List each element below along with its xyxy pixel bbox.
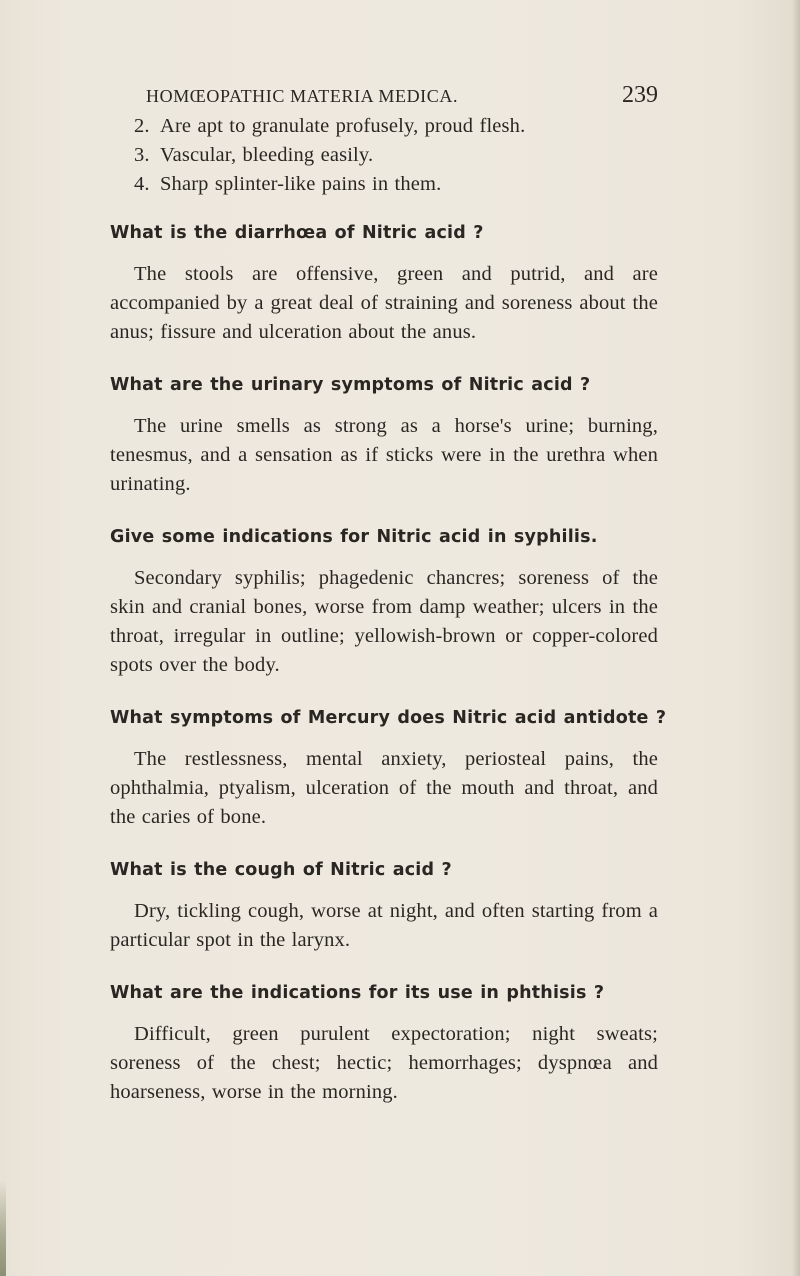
list-number: 2.: [134, 115, 150, 137]
question-diarrhoea: What is the diarrhœa of Nitric acid ?: [110, 223, 484, 243]
question-phthisis: What are the indications for its use in phthisis ?: [110, 983, 605, 1003]
list-text: Sharp splinter-like pains in them.: [160, 173, 442, 195]
answer-cough: Dry, tickling cough, worse at night, and often starting from a particular spot in the larynx.: [110, 900, 658, 951]
answer-mercury-antidote: The restlessness, mental anxiety, periosteal pains, the ophthalmia, ptyalism, ulceration of the mouth and throat, and the caries of bone.: [110, 748, 658, 828]
page-edge-stain: [0, 1180, 6, 1276]
question-mercury-antidote: What symptoms of Mercury does Nitric acid antidote ?: [110, 708, 667, 728]
answer-syphilis: Secondary syphilis; phagedenic chancres; soreness of the skin and cranial bones, worse from damp weather; ulcers in the throat, irregular in outline; yellowish-brown or copper-colored spots over the body.: [110, 567, 658, 676]
question-syphilis: Give some indications for Nitric acid in syphilis.: [110, 527, 598, 547]
question-urinary: What are the urinary symptoms of Nitric acid ?: [110, 375, 591, 395]
page-content: [110, 82, 667, 1107]
list-item: [110, 170, 658, 199]
body-text: [110, 112, 667, 1107]
list-number: 4.: [134, 173, 150, 195]
page-number: 239: [622, 82, 658, 108]
list-item: [110, 112, 658, 141]
list-text: Are apt to granulate profusely, proud flesh.: [160, 115, 526, 137]
answer-urinary: The urine smells as strong as a horse's urine; burning, tenesmus, and a sensation as if sticks were in the urethra when urinating.: [110, 415, 658, 495]
list-item: [110, 141, 658, 170]
list-number: 3.: [134, 144, 150, 166]
list-text: Vascular, bleeding easily.: [160, 144, 374, 166]
running-title: HOMŒOPATHIC MATERIA MEDICA.: [146, 86, 459, 106]
page-edge-shadow: [792, 0, 800, 1276]
answer-phthisis: Difficult, green purulent expectoration; night sweats; soreness of the chest; hectic; hemorrhages; dyspnœa and hoarseness, worse in the morning.: [110, 1023, 658, 1103]
answer-diarrhoea: The stools are offensive, green and putrid, and are accompanied by a great deal of straining and soreness about the anus; fissure and ulceration about the anus.: [110, 263, 658, 343]
question-cough: What is the cough of Nitric acid ?: [110, 860, 452, 880]
running-head: [110, 82, 658, 112]
